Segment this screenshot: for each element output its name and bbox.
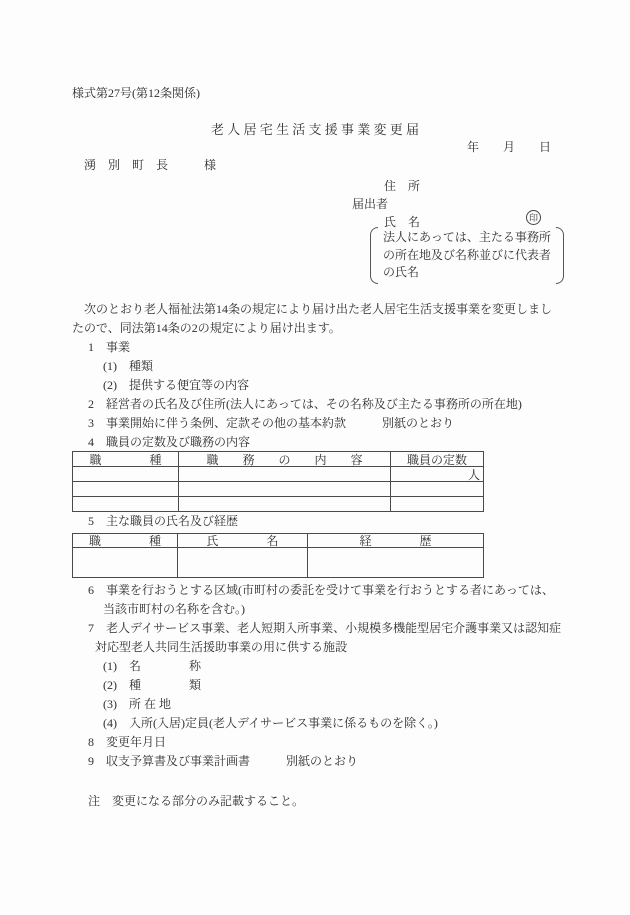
- key-staff-table: [72, 533, 484, 578]
- corporate-note-line: の氏名: [383, 265, 420, 279]
- staff-table-cell: [179, 467, 391, 482]
- item-6-line-2: 当該市町村の名称を含む。): [103, 602, 245, 616]
- item-7-4: (4) 入所(入居)定員(老人デイサービス事業に係るものを除く。): [103, 716, 438, 730]
- staff-table-cell: [73, 497, 179, 512]
- key-staff-table-cell: [178, 548, 308, 578]
- staff-count-table: [72, 451, 484, 512]
- form-number: 様式第27号(第12条関係): [72, 86, 200, 100]
- intro-paragraph-line: 次のとおり老人福祉法第14条の規定により届け出た老人居宅生活支援事業を変更しまし: [72, 302, 553, 316]
- declarant-name-label: 氏 名: [384, 215, 421, 229]
- declarant-address-label: 住 所: [384, 179, 421, 193]
- staff-table-cell: [73, 467, 179, 482]
- item-9: 9 収支予算書及び事業計画書 別紙のとおり: [88, 754, 359, 768]
- key-staff-table-cell: [308, 548, 484, 578]
- staff-table-cell: [179, 482, 391, 497]
- item-7-2: (2) 種 類: [103, 678, 201, 692]
- intro-paragraph-line: たので、同法第14条の2の規定により届け出ます。: [72, 321, 341, 335]
- item-5-section: [72, 512, 592, 531]
- item-1: 1 事業: [88, 340, 131, 354]
- item-6-line-1: 6 事業を行おうとする区域(市町村の委託を受けて事業を行おうとする者にあっては、: [88, 583, 554, 597]
- item-7-line-1: 7 老人デイサービス事業、老人短期入所事業、小規模多機能型居宅介護事業又は認知症: [88, 621, 562, 635]
- body-section-lower: [72, 581, 592, 771]
- staff-table-cell: [391, 482, 484, 497]
- footer-note: 注 変更になる部分のみ記載すること。: [88, 794, 305, 808]
- item-1-2: (2) 提供する便宜等の内容: [103, 378, 249, 392]
- corporate-note-line: の所在地及び名称並びに代表者: [383, 247, 552, 262]
- item-1-1: (1) 種類: [103, 359, 153, 373]
- staff-table-header-duties: 職 務 の 内 容: [179, 452, 391, 467]
- document-title: 老 人 居 宅 生 活 支 援 事 業 変 更 届: [210, 122, 419, 137]
- item-7-line-2: 対応型老人共同生活援助事業の用に供する施設: [95, 640, 348, 654]
- corporate-note: [370, 227, 564, 284]
- body-section: [72, 300, 592, 452]
- staff-table-unit-cell: 人: [391, 467, 484, 482]
- staff-table-cell: [391, 497, 484, 512]
- staff-table-cell: [73, 482, 179, 497]
- item-7-3: (3) 所 在 地: [103, 697, 171, 711]
- key-staff-table-header-name: 氏 名: [178, 534, 308, 548]
- staff-table-header-quota: 職員の定数: [391, 452, 484, 467]
- key-staff-table-cell: [73, 548, 178, 578]
- declarant-role-label: 届出者: [352, 197, 389, 211]
- item-3: 3 事業開始に伴う条例、定款その他の基本約款 別紙のとおり: [88, 416, 455, 430]
- item-5: 5 主な職員の氏名及び経歴: [88, 514, 239, 528]
- item-2: 2 経営者の氏名及び住所(法人にあっては、その名称及び主たる事務所の所在地): [88, 397, 522, 411]
- open-paren-icon: [370, 227, 378, 284]
- corporate-note-text: [381, 227, 553, 284]
- addressee-line: 湧 別 町 長 様: [84, 158, 217, 172]
- corporate-note-line: 法人にあっては、主たる事務所: [383, 230, 551, 244]
- key-staff-table-header-job-type: 職 種: [73, 534, 178, 548]
- key-staff-table-header-career: 経 歴: [308, 534, 484, 548]
- item-4: 4 職員の定数及び職務の内容: [88, 435, 251, 449]
- staff-table-cell: [179, 497, 391, 512]
- seal-stamp-icon: 印: [526, 210, 541, 225]
- date-line: 年 月 日: [466, 140, 551, 154]
- item-7-1: (1) 名 称: [103, 659, 201, 673]
- staff-table-header-job-type: 職 種: [73, 452, 179, 467]
- close-paren-icon: [556, 227, 564, 284]
- item-8: 8 変更年月日: [88, 735, 167, 749]
